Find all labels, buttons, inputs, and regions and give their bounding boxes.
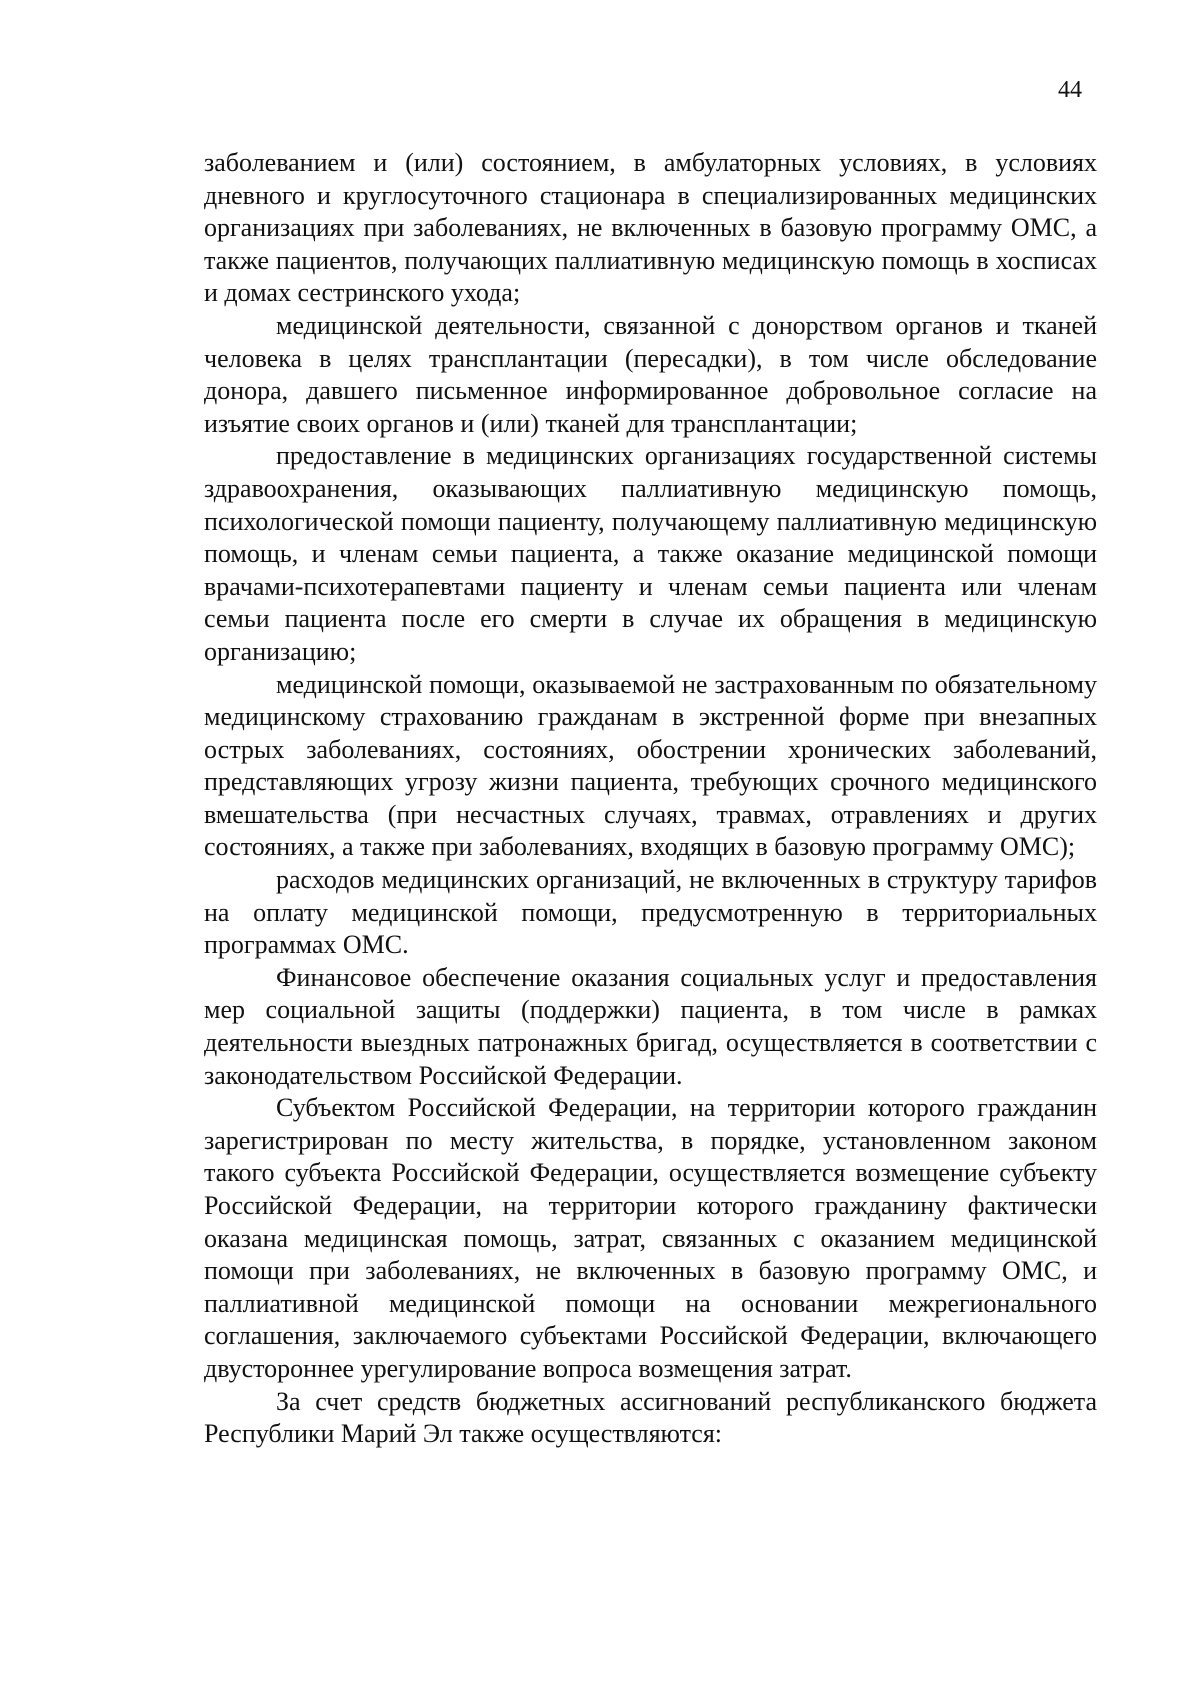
document-body [204,147,1097,1451]
paragraph-organ-donation: медицинской деятельности, связанной с донорством органов и тканей человека в целях трансплантации (пересадки), в том числе обследование донора, давшего письменное информированное добровольное согласие на изъятие своих органов и (или) тканей для трансплантации; [204,310,1097,438]
paragraph-reimbursement: Субъектом Российской Федерации, на территории которого гражданин зарегистрирован по месту жительства, в порядке, установленном законом такого субъекта Российской Федерации, осуществляется возмещение субъекту Российской Федерации, на территории которого гражданину фактически оказана медицинская помощь, затрат, связанных с оказанием медицинской помощи при заболеваниях, не включенных в базовую программу ОМС, и паллиативной медицинской помощи на основании межрегионального соглашения, заключаемого субъектами Российской Федерации, включающего двустороннее урегулирование вопроса возмещения затрат. [204,1093,1097,1383]
paragraph-psychological-help: предоставление в медицинских организациях государственной системы здравоохранения, оказывающих паллиативную медицинскую помощь, психологической помощи пациенту, получающему паллиативную медицинскую помощь, и членам семьи пациента, а также оказание медицинской помощи врачами-психотерапевтами пациенту и членам семьи пациента или членам семьи пациента после его смерти в случае их обращения в медицинскую организацию; [204,441,1097,666]
page-number: 44 [1058,77,1082,103]
paragraph-uninsured-emergency: медицинской помощи, оказываемой не застрахованным по обязательному медицинскому страхованию гражданам в экстренной форме при внезапных острых заболеваниях, состояниях, обострении хронических заболеваний, представляющих угрозу жизни пациента, требующих срочного медицинского вмешательства (при несчастных случаях, травмах, отравлениях и других состояниях, а также при заболеваниях, входящих в базовую программу ОМС); [204,669,1097,862]
paragraph-budget: За счет средств бюджетных ассигнований республиканского бюджета Республики Марий Эл также осуществляются: [204,1386,1097,1449]
paragraph-social-services: Финансовое обеспечение оказания социальных услуг и предоставления мер социальной защиты (поддержки) пациента, в том числе в рамках деятельности выездных патронажных бригад, осуществляется в соответствии с законодательством Российской Федерации. [204,962,1097,1090]
paragraph-expenses: расходов медицинских организаций, не включенных в структуру тарифов на оплату медицинской помощи, предусмотренную в территориальных программах ОМС. [204,865,1097,960]
paragraph-continuation: заболеванием и (или) состоянием, в амбулаторных условиях, в условиях дневного и круглосуточного стационара в специализированных медицинских организациях при заболеваниях, не включенных в базовую программу ОМС, а также пациентов, получающих паллиативную медицинскую помощь в хосписах и домах сестринского ухода; [204,148,1097,308]
